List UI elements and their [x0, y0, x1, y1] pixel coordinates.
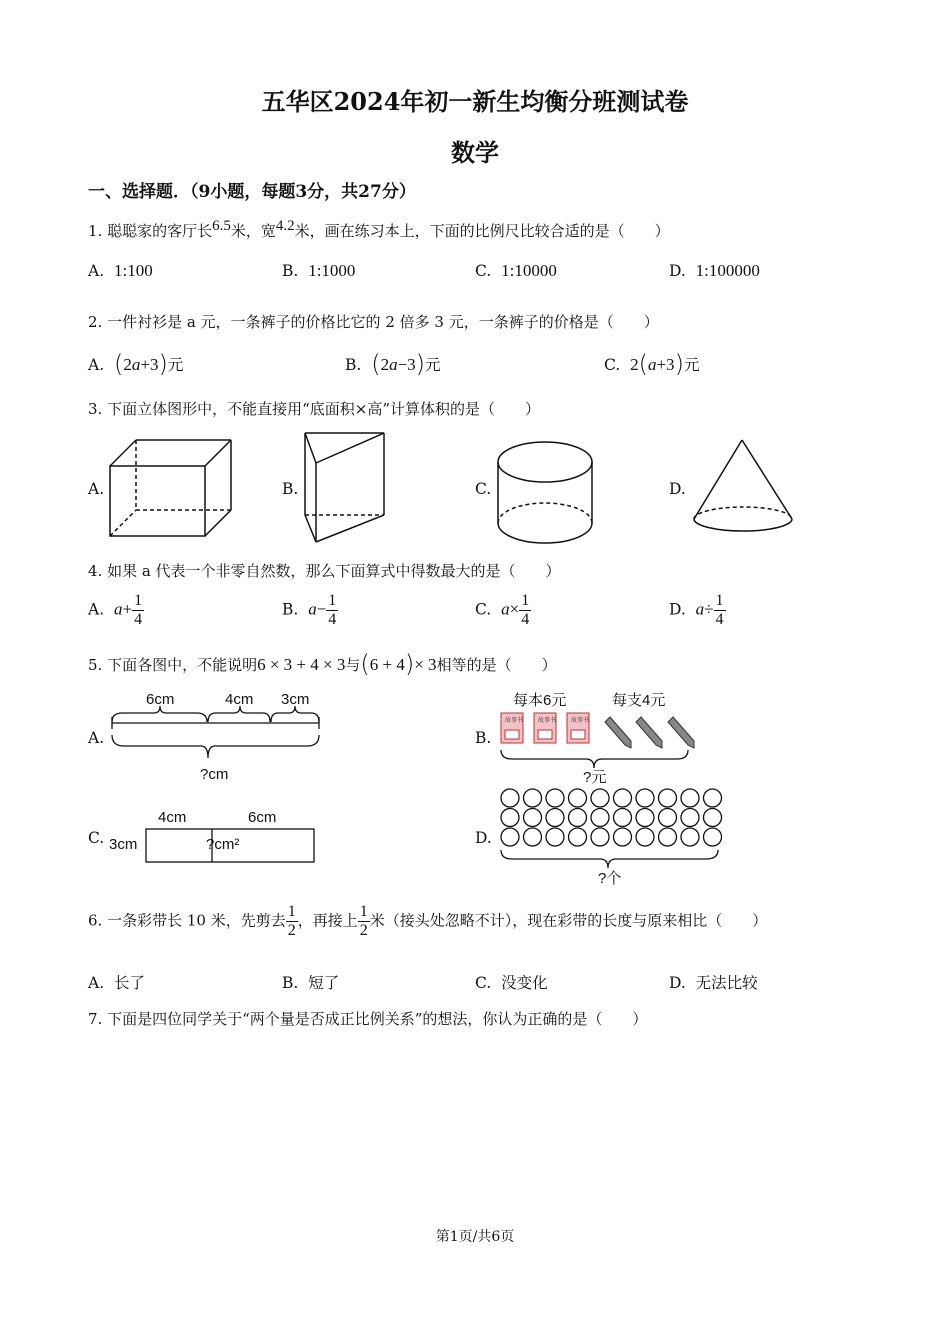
q4-option-c: C. a× $\frac{1}{4}$ [475, 592, 530, 628]
q5c-area-label: ?cm² [206, 836, 240, 853]
grid-circle [659, 809, 677, 827]
grid-circle [591, 809, 609, 827]
q5d-total-label: ?个 [598, 870, 622, 887]
page-title: 五华区2024年初一新生均衡分班测试卷 [261, 87, 689, 116]
question-3-stem: 3. 下面立体图形中，不能直接用“底面积×高”计算体积的是（ ） [88, 400, 540, 418]
grid-circle [524, 809, 542, 827]
grid-circle [636, 828, 654, 846]
q4-option-d: D. a÷ $\frac{1}{4}$ [669, 592, 724, 628]
q6-option-d: D. 无法比较 [669, 974, 758, 992]
q1-option-b: B. 1:1000 [282, 261, 356, 280]
grid-circle [546, 809, 564, 827]
pen-icon [668, 717, 694, 748]
grid-circle [546, 789, 564, 807]
grid-circle [569, 828, 587, 846]
grid-circle [524, 789, 542, 807]
q5c-width-1-label: 4cm [158, 809, 187, 826]
question-2-stem: 2. 一件衬衫是 a 元，一条裤子的价格比它的 2 倍多 3 元，一条裤子的价格是（ ） [88, 313, 659, 331]
question-6-stem: 6. 一条彩带长 10 米，先剪去 $\frac{1}{2}$ ，再接上 $\frac{1}{2}$ 米（接头处忽略不计），现在彩带的长度与原来相比（ ） [88, 903, 768, 939]
q5b-books-pens-diagram [501, 713, 694, 768]
grid-circle [704, 809, 722, 827]
q5-option-a-label: A. [88, 729, 105, 747]
book-title: 故事书 [571, 717, 590, 724]
q5c-rectangle-diagram [146, 829, 314, 862]
q3-option-d-label: D. [669, 480, 686, 498]
q5a-segment-2-label: 4cm [225, 691, 254, 708]
q3-option-a-label: A. [88, 480, 105, 498]
q6-option-c: C. 没变化 [475, 974, 548, 992]
grid-circle [614, 809, 632, 827]
q6-option-a: A. 长了 [88, 974, 145, 992]
q2-option-c: C. 2(a+3)元 [604, 350, 700, 378]
q5a-total-label: ?cm [200, 766, 229, 783]
question-1-stem: 1. 聪聪家的客厅长$^{6.5}$米，宽$^{4.2}$米，画在练习本上，下面的比例尺比较合适的是（ ） [88, 218, 670, 240]
question-4-stem: 4. 如果 a 代表一个非零自然数，那么下面算式中得数最大的是（ ） [88, 562, 561, 580]
q5c-width-2-label: 6cm [248, 809, 277, 826]
section-heading: 一、选择题．（9小题，每题3分，共27分） [88, 182, 416, 202]
question-5-stem: 5. 下面各图中，不能说明6 × 3 + 4 × 3与(6 + 4)× 3相等的是（ ） [88, 650, 557, 678]
grid-circle [681, 789, 699, 807]
q1-option-d: D. 1:100000 [669, 261, 760, 280]
grid-circle [501, 789, 519, 807]
q2-option-a: A. (2a+3)元 [88, 350, 184, 378]
q6-option-b: B. 短了 [282, 974, 340, 992]
grid-circle [681, 809, 699, 827]
grid-circle [501, 828, 519, 846]
q5a-segment-diagram [112, 706, 319, 758]
grid-circle [569, 789, 587, 807]
q4-option-a: A. a+ $\frac{1}{4}$ [88, 592, 143, 628]
q5b-total-label: ?元 [583, 769, 607, 786]
q5a-segment-3-label: 3cm [281, 691, 310, 708]
subject-title: 数学 [451, 138, 499, 167]
pen-icon [636, 717, 662, 748]
grid-circle [591, 789, 609, 807]
q3-option-c-label: C. [475, 480, 492, 498]
q5-option-b-label: B. [475, 729, 492, 747]
grid-circle [636, 809, 654, 827]
book-title: 故事书 [505, 717, 524, 724]
grid-circle [591, 828, 609, 846]
book-title: 故事书 [538, 717, 557, 724]
q1-option-c: C. 1:10000 [475, 261, 557, 280]
q3-option-b-label: B. [282, 480, 299, 498]
grid-circle [659, 789, 677, 807]
q2-option-b: B. (2a−3)元 [345, 350, 441, 378]
grid-circle [546, 828, 564, 846]
q5b-pen-price: 每支4元 [612, 692, 666, 709]
q5c-side-label: 3cm [109, 836, 138, 853]
grid-circle [524, 828, 542, 846]
grid-circle [704, 789, 722, 807]
grid-circle [614, 828, 632, 846]
grid-circle [501, 809, 519, 827]
grid-circle [636, 789, 654, 807]
grid-circle [659, 828, 677, 846]
q5d-circle-grid [501, 789, 722, 846]
q4-option-b: B. a− $\frac{1}{4}$ [282, 592, 337, 628]
grid-circle [569, 809, 587, 827]
page-footer: 第1页/共6页 [435, 1229, 515, 1245]
grid-circle [681, 828, 699, 846]
q5a-segment-1-label: 6cm [146, 691, 175, 708]
q5b-book-price: 每本6元 [513, 692, 567, 709]
q5-option-c-label: C. [88, 829, 105, 847]
grid-circle [614, 789, 632, 807]
q1-option-a: A. 1:100 [88, 261, 153, 280]
grid-circle [704, 828, 722, 846]
q5-option-d-label: D. [475, 829, 492, 847]
pen-icon [605, 717, 631, 748]
question-7-stem: 7. 下面是四位同学关于“两个量是否成正比例关系”的想法，你认为正确的是（ ） [88, 1010, 648, 1028]
